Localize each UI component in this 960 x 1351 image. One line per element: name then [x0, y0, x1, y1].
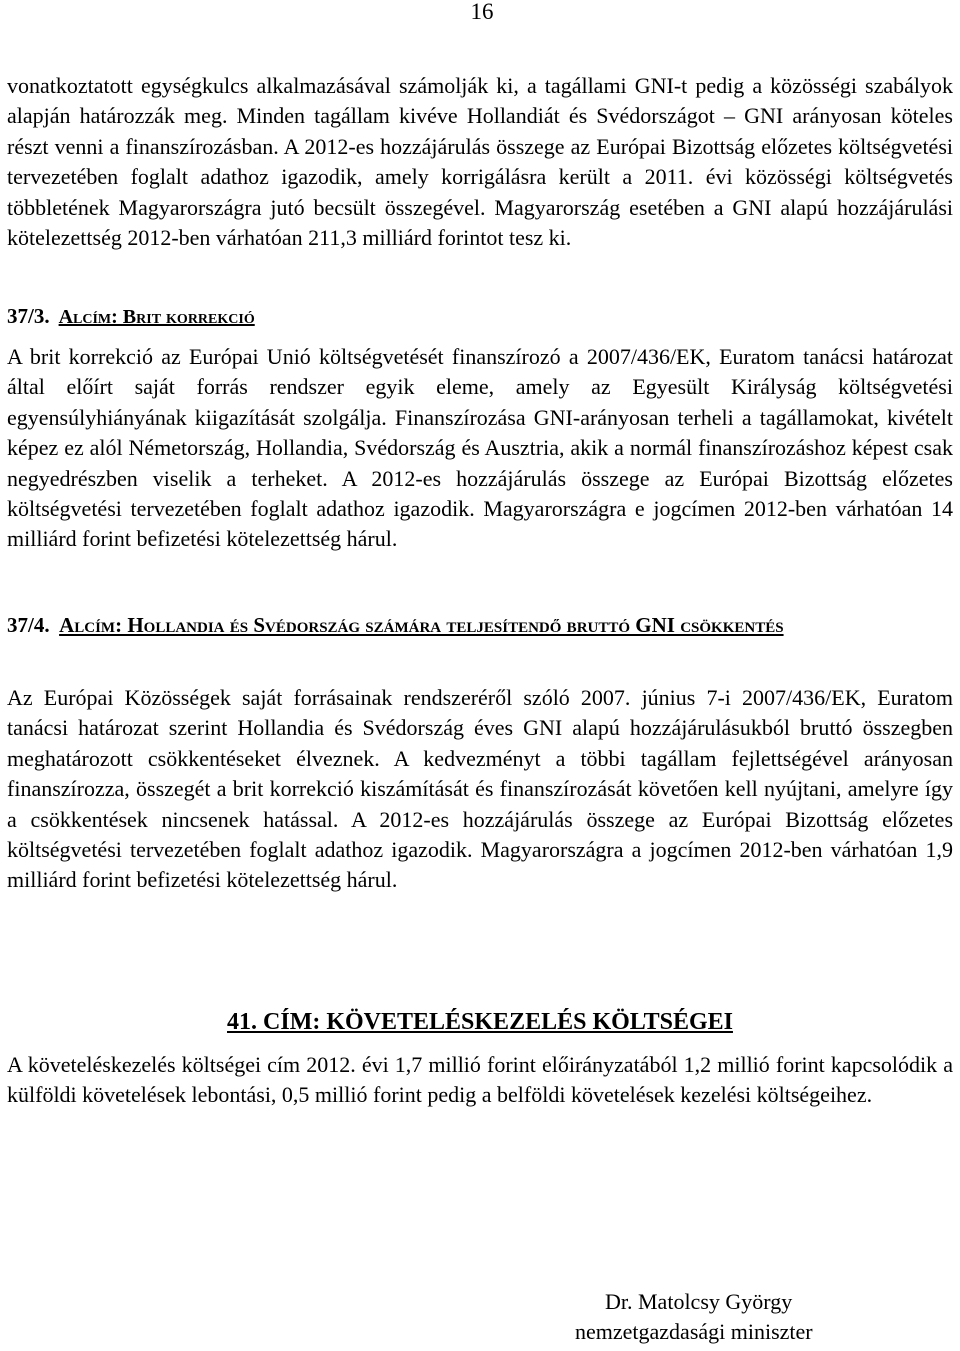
section-heading-gni-csokkentes	[7, 608, 953, 642]
paragraph-gni-csokkentes: Az Európai Közösségek saját forrásainak rendszeréről szóló 2007. június 7-i 2007/436/EK, Euratom tanácsi határozat szerint Hollandia és Svédország éves GNI alapú hozzájárulásukból bruttó összegben meghatározott csökkentéseket élveznek. A kedvezményt a többi tagállam fejlettségével arányosan finanszírozza, összegét a brit korrekció kiszámítását és finanszírozását követően kell nyújtani, amelyre így a csökkentések nincsenek hatással. A 2012-es hozzájárulás összege az Európai Bizottság előzetes költségvetési tervezetében foglalt adathoz igazodik. Magyarországra a jogcímen 2012-ben várhatóan 1,9 milliárd forint befizetési kötelezettség hárul.	[7, 685, 953, 893]
chapter-title	[0, 1005, 960, 1039]
paragraph-gni-contribution: vonatkoztatott egységkulcs alkalmazásával számolják ki, a tagállami GNI-t pedig a közösségi szabályok alapján határozzák meg. Minden tagállam kivéve Hollandiát és Svédországot – GNI arányosan köteles részt venni a finanszírozásban. A 2012-es hozzájárulás összege az Európai Bizottság előzetes költségvetési tervezetében foglalt adathoz igazodik, amely korrigálásra került a 2011. évi közösségi költségvetés többletének Magyarországra jutó becsült összegével. Magyarország esetében a GNI alapú hozzájárulási kötelezettség 2012-ben várhatóan 211,3 milliárd forintot tesz ki.	[7, 73, 953, 251]
signature-block	[575, 1287, 875, 1347]
paragraph-brit-korrekcio: A brit korrekció az Európai Unió költségvetését finanszírozó a 2007/436/EK, Euratom tanácsi határozat által előírt saját forrás rendszer egyik eleme, amely az Egyesült Királyság költségvetési egyensúlyhiányának kiigazítását szolgálja. Finanszírozása GNI-arányosan terheli a tagállamokat, kivételt képez ez alól Németország, Hollandia, Svédország és Ausztria, akik a normál finanszírozáshoz képest csak negyedrészben viselik a terheket. A 2012-es hozzájárulás összege az Európai Bizottság előzetes költségvetési tervezetében foglalt adathoz igazodik. Magyarországra e jogcímen 2012-ben várhatóan 14 milliárd forint befizetési kötelezettség hárul.	[7, 344, 953, 552]
section-title: Alcím: Brit korrekció	[58, 306, 255, 328]
section-number: 37/4.	[7, 613, 50, 637]
section-heading-brit-korrekcio	[7, 301, 953, 332]
paragraph-koveteleskezeles: A követeléskezelés költségei cím 2012. évi 1,7 millió forint előirányzatából 1,2 millió forint kapcsolódik a külföldi követelések lebontási, 0,5 millió forint pedig a belföldi követelések kezelési költségeihez.	[7, 1052, 953, 1108]
chapter-title-text: 41. CÍM: KÖVETELÉSKEZELÉS KÖLTSÉGEI	[227, 1009, 733, 1035]
page-number: 16	[470, 0, 494, 24]
signatory-role: nemzetgazdasági miniszter	[575, 1319, 813, 1344]
signatory-name: Dr. Matolcsy György	[605, 1289, 793, 1314]
section-number: 37/3.	[7, 304, 50, 328]
section-title: Alcím: Hollandia és Svédország számára teljesítendő bruttó GNI csökkentés	[59, 613, 784, 637]
